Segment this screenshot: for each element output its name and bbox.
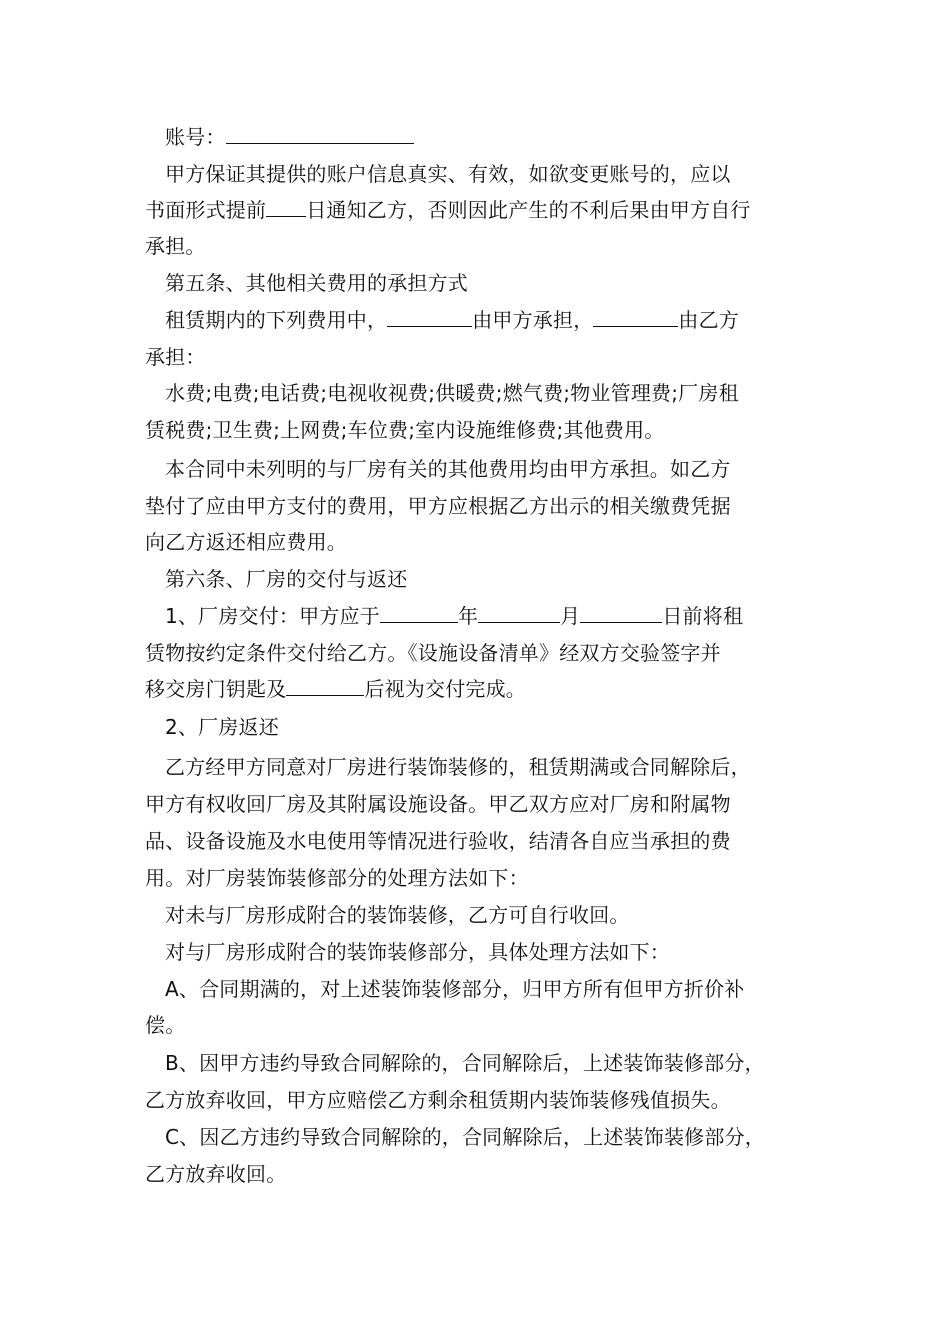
section-heading: 第五条、其他相关费用的承担方式 [165,271,468,295]
list-item: C、因乙方违约导致合同解除的，合同解除后，上述装饰装修部分， [165,1125,765,1149]
paragraph-line [145,672,526,706]
paragraph-line [165,303,739,337]
text-fragment: 月 [560,604,581,628]
text-fragment: 日通知乙方，否则因此产生的不利后果由甲方自行 [306,198,751,222]
paragraph-line: 用。对厂房装饰装修部分的处理方法如下： [145,866,529,890]
paragraph-line: 甲方有权收回厂房及其附属设施设备。甲乙双方应对厂房和附属物 [145,792,731,816]
paragraph-line: 承担： [145,345,206,369]
text-fragment: 日前将租 [662,604,744,628]
paragraph-line [165,599,743,633]
paragraph-line: 乙方经甲方同意对厂房进行装饰装修的，租赁期满或合同解除后， [165,755,751,779]
month-blank [478,600,560,623]
text-fragment: 1、厂房交付：甲方应于 [165,604,380,628]
paragraph-line: 对未与厂房形成附合的装饰装修，乙方可自行收回。 [165,903,630,927]
paragraph-line: 对与厂房形成附合的装饰装修部分，具体处理方法如下： [165,940,670,964]
text-fragment: 由乙方 [678,308,740,332]
day-blank [580,600,662,623]
year-blank [380,600,458,623]
paragraph-line: 品、设备设施及水电使用等情况进行验收，结清各自应当承担的费 [145,829,731,853]
list-item-continuation: 乙方放弃收回。 [145,1162,287,1186]
handover-items-blank [286,673,364,696]
text-fragment: 后视为交付完成。 [364,677,527,701]
list-item: B、因甲方违约导致合同解除的，合同解除后，上述装饰装修部分， [165,1051,765,1075]
list-item-continuation: 偿。 [145,1013,186,1037]
paragraph-line: 垫付了应由甲方支付的费用，甲方应根据乙方出示的相关缴费凭据 [145,494,731,518]
paragraph-line: 承担。 [145,234,206,258]
account-number-label: 账号： [165,125,226,149]
text-fragment: 书面形式提前 [145,198,267,222]
text-fragment: 年 [457,604,479,628]
list-item-continuation: 乙方放弃收回，甲方应赔偿乙方剩余租赁期内装饰装修残值损失。 [145,1088,731,1112]
section-heading: 第六条、厂房的交付与返还 [165,567,408,591]
account-number-blank [226,121,414,144]
subsection-heading: 2、厂房返还 [165,715,279,739]
list-item: A、合同期满的，对上述装饰装修部分，归甲方所有但甲方折价补 [165,977,745,1001]
text-fragment: 移交房门钥匙及 [145,677,287,701]
party-a-fees-blank [387,304,472,327]
paragraph-line: 向乙方返还相应费用。 [145,530,347,554]
paragraph-line: 本合同中未列明的与厂房有关的其他费用均由甲方承担。如乙方 [165,457,731,481]
paragraph-line: 甲方保证其提供的账户信息真实、有效，如欲变更账号的，应以 [165,162,731,186]
account-number-line [165,120,414,154]
party-b-fees-blank [593,304,678,327]
text-fragment: 租赁期内的下列费用中， [165,308,388,332]
paragraph-line: 赁物按约定条件交付给乙方。《设施设备清单》经双方交验签字并 [145,641,721,665]
days-blank [266,194,306,217]
paragraph-line [145,193,751,227]
paragraph-line: 水费;电费;电话费;电视收视费;供暖费;燃气费;物业管理费;厂房租 [165,381,739,405]
paragraph-line: 赁税费;卫生费;上网费;车位费;室内设施维修费;其他费用。 [145,418,665,442]
text-fragment: 由甲方承担， [472,308,594,332]
